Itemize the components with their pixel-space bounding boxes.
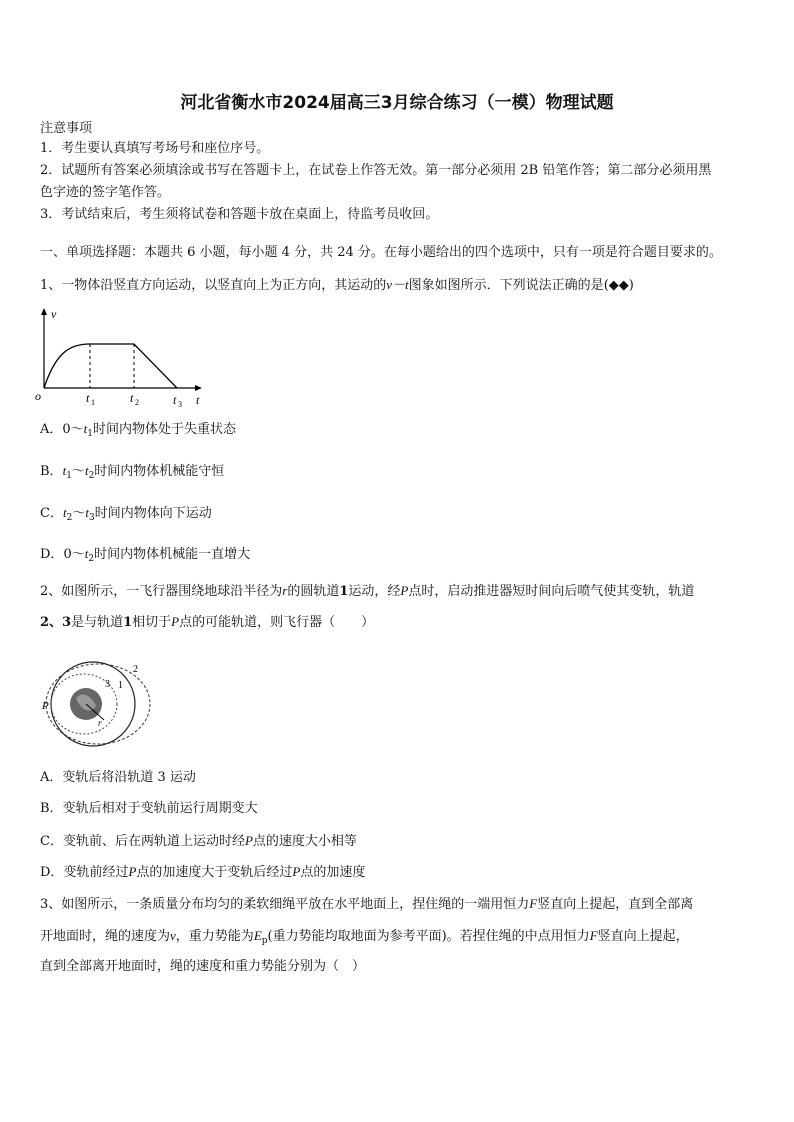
q2-option-d: D．变轨前经过P点的加速度大于变轨后经过P点的加速度	[40, 864, 366, 880]
axis-v-label: v	[51, 307, 57, 321]
question-3-stem-line3: 直到全部离开地面时，绳的速度和重力势能分别为（ ）	[40, 959, 366, 974]
orbit-1-label: 1	[118, 680, 123, 691]
orbit-figure	[38, 654, 163, 754]
t1-sub: 1	[91, 398, 95, 407]
orbit-3-label: 3	[105, 679, 110, 690]
notice-item: 2．试题所有答案必须填涂或书写在答题卡上，在试卷上作答无效。第一部分必须用 2B 铅笔作答；第二部分必须用黑	[40, 163, 712, 178]
t2-label: t	[130, 391, 134, 405]
t3-label: t	[173, 393, 177, 407]
question-3-stem-line1: 3、如图所示，一条质量分布均匀的柔软细绳平放在水平地面上，捏住绳的一端用恒力F竖直向上提起，直到全部离	[40, 896, 694, 912]
t2-sub: 2	[135, 398, 139, 407]
page-title: 河北省衡水市2024届高三3月综合练习（一模）物理试题	[180, 93, 614, 113]
notice-item: 1．考生要认真填写考场号和座位序号。	[40, 141, 270, 156]
notice-item: 3．考试结束后，考生须将试卷和答题卡放在桌面上，待监考员收回。	[40, 207, 439, 222]
q2-option-b: B．变轨后相对于变轨前运行周期变大	[40, 801, 258, 816]
radius-label: r	[98, 718, 102, 728]
question-2-stem-line2: 2、3是与轨道1相切于P点的可能轨道，则飞行器（ ）	[40, 614, 375, 630]
point-p-label: P	[42, 700, 49, 712]
t3-sub: 3	[178, 400, 182, 409]
q1-option-c: C．$t_2\sim t_3$时间内物体向下运动	[40, 505, 212, 523]
question-3-stem-line2: 开地面时，绳的速度为v，重力势能为$E_p$(重力势能均取地面为参考平面)。若捏住绳的中点用恒力F竖直向上提起，	[40, 928, 689, 946]
q2-option-c: C．变轨前、后在两轨道上运动时经P点的速度大小相等	[40, 833, 357, 849]
q1-option-d: D．$0\sim t_2$时间内物体机械能一直增大	[40, 546, 251, 564]
section-heading: 一、单项选择题：本题共 6 小题，每小题 4 分，共 24 分。在每小题给出的四个选项中，只有一项是符合题目要求的。	[40, 245, 722, 260]
origin-label: o	[35, 389, 41, 403]
q1-option-a: A．$0\sim t_1$时间内物体处于失重状态	[40, 421, 237, 439]
notice-heading: 注意事项	[40, 121, 93, 136]
notice-item: 色字迹的签字笔作答。	[40, 185, 171, 200]
vt-graph	[34, 304, 206, 410]
mark-glyph: (◆◆)	[603, 278, 634, 293]
q2-option-a: A．变轨后将沿轨道 3 运动	[40, 770, 196, 785]
question-1-stem: 1、一物体沿竖直方向运动，以竖直向上为正方向，其运动的v－t图象如图所示．下列说法正确的是(◆◆)	[40, 277, 634, 293]
t1-label: t	[86, 391, 90, 405]
q1-option-b: B．$t_1\sim t_2$时间内物体机械能守恒	[40, 463, 225, 481]
axis-t-label: t	[196, 393, 200, 407]
orbit-2-label: 2	[133, 664, 138, 675]
question-2-stem-line1: 2、如图所示，一飞行器围绕地球沿半径为r的圆轨道1运动，经P点时，启动推进器短时间向后喷气使其变轨，轨道	[40, 583, 695, 599]
